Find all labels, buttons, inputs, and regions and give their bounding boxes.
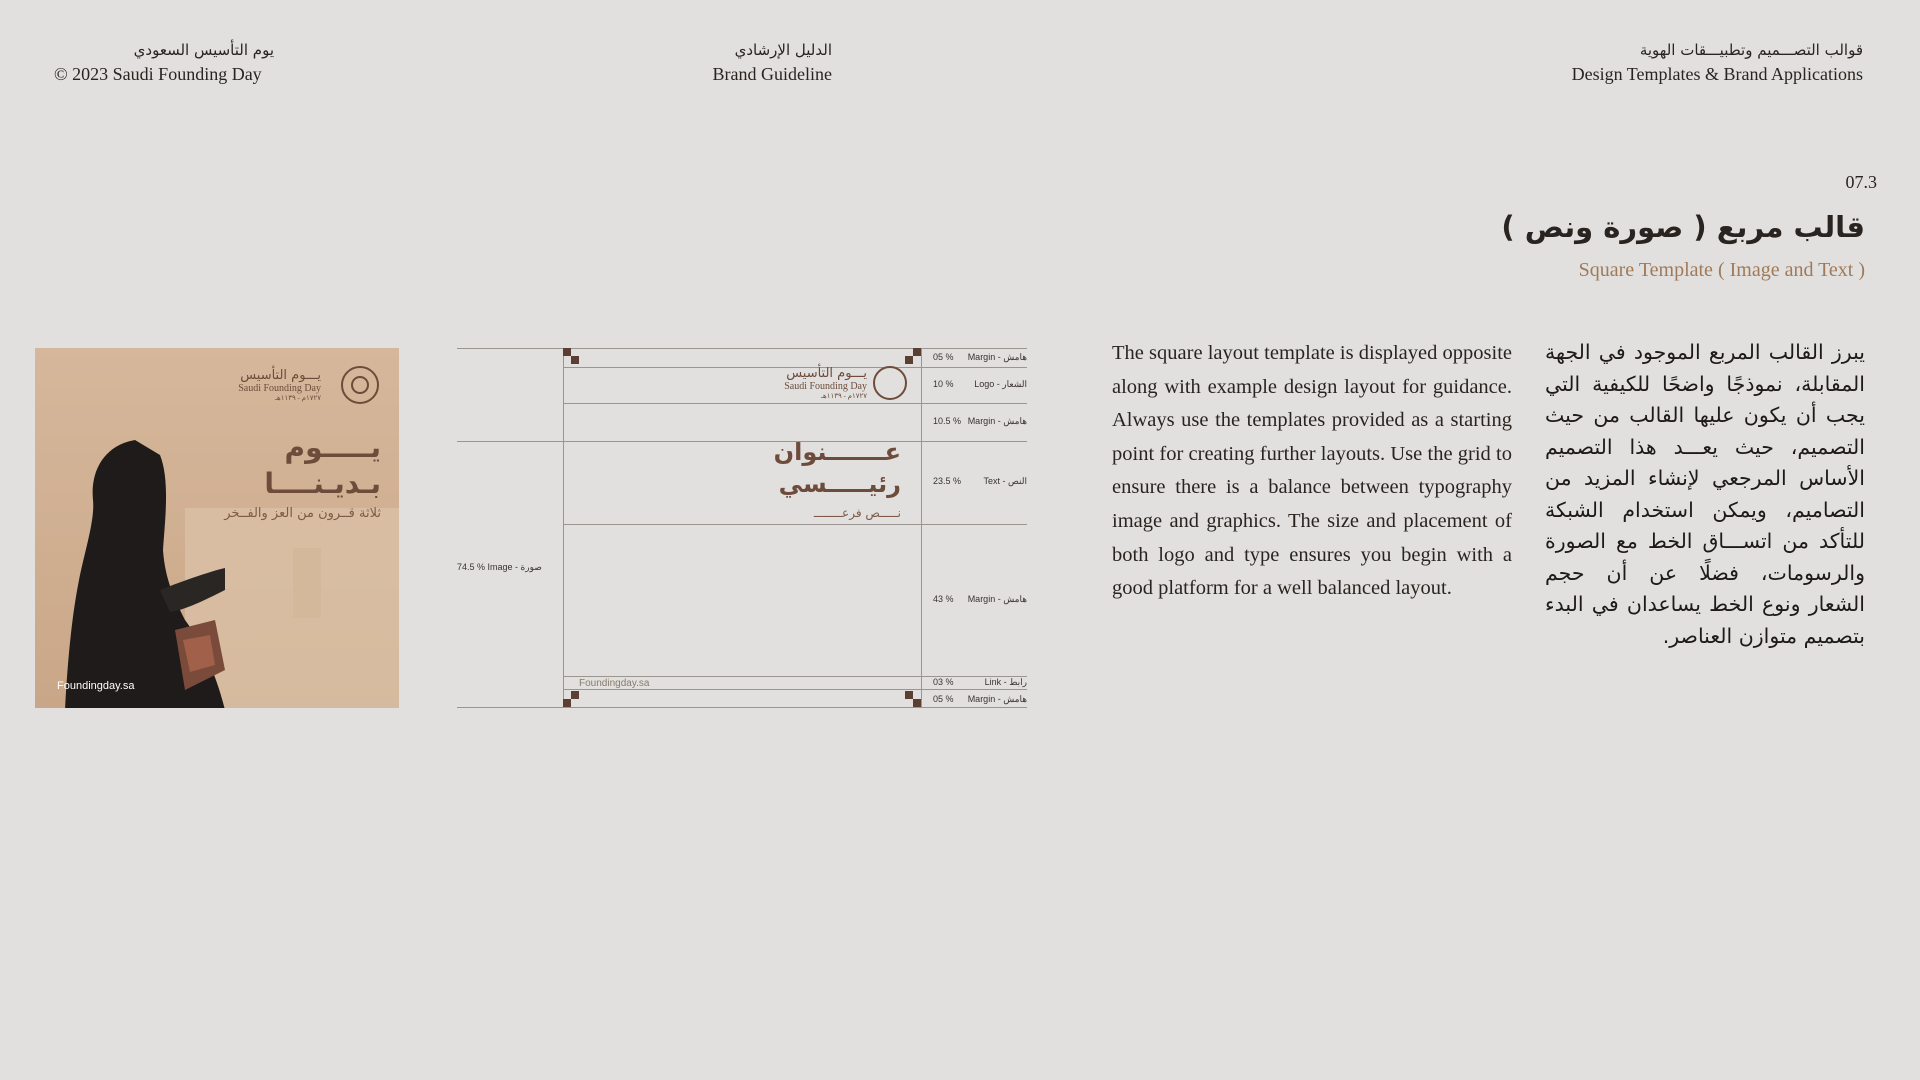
corner-marker [913, 699, 921, 707]
section-number: 07.3 [1845, 172, 1877, 192]
grid-title-line1: عـــــــنوان [773, 438, 901, 466]
header-center-en: Brand Guideline [712, 64, 832, 84]
corner-marker [905, 356, 913, 364]
header-center [690, 38, 832, 86]
header-left-en: © 2023 Saudi Founding Day [54, 64, 262, 84]
card-subtitle: ثلاثة قــرون من العز والفــخر [224, 506, 381, 521]
body-text-ar: يبرز القالب المربع الموجود في الجهة المقابلة، نموذجًا واضحًا للكيفية التي يجب أن يكون عليها القالب من حيث التصميم، حيث يعـــد هذا التصميم الأساس المرجعي لإنشاء المزيد من التصاميم، ويمكن استخدام الشبكة للتأكد من اتســـاق الخط مع الصورة والرسومات، فضلًا عن أن حجم الشعار ونوع الخط يساعدان في البدء بتصميم متوازن العناصر. [1545, 340, 1865, 648]
header-left-ar: يوم التأسيس السعودي [133, 41, 274, 59]
grid-image-label: 74.5 % Image - صورة [457, 562, 542, 572]
card-title-line2: بـديـنــــا [264, 467, 381, 500]
body-text-en: The square layout template is displayed opposite along with example design layout for guidance. Always use the templates provided as a starting point for creating further layouts. Use the grid to ensure there is a balance between typography image and graphics. The size and placement of both logo and type ensures you begin with a good platform for a well balanced layout. [1112, 342, 1512, 600]
card-title [264, 430, 381, 502]
woman-figure-illustration [65, 440, 225, 708]
example-template-image [35, 348, 399, 708]
grid-url: Foundingday.sa [579, 678, 650, 689]
grid-line-left [563, 348, 564, 708]
header-center-ar: الدليل الإرشادي [734, 41, 832, 59]
card-logo-en: Saudi Founding Day [238, 383, 321, 394]
grid-title [774, 436, 901, 500]
grid-line-top [457, 348, 1027, 349]
corner-marker [563, 699, 571, 707]
grid-line-logo [563, 403, 1027, 404]
grid-logo [784, 366, 867, 400]
grid-line-text-bottom [563, 524, 1027, 525]
card-title-line1: يـــــوم [284, 431, 381, 464]
header-right [1503, 38, 1863, 86]
corner-marker [571, 691, 579, 699]
grid-logo-ar: يـــوم التأسيس [786, 366, 867, 381]
grid-line-link-bottom [563, 689, 1027, 690]
grid-subtitle: نـــــص فرعــــــــ [813, 506, 901, 520]
emblem-icon [341, 366, 379, 404]
grid-line-bottom [457, 707, 1027, 708]
grid-logo-en: Saudi Founding Day [784, 381, 867, 392]
corner-marker [913, 348, 921, 356]
corner-marker [563, 348, 571, 356]
grid-line-link-top [563, 676, 1027, 677]
corner-marker [571, 356, 579, 364]
header-left [54, 38, 274, 86]
header-right-ar: قوالب التصـــميم وتطبيـــقات الهوية [1639, 41, 1863, 59]
card-logo-date: ١٧٢٧م - ١١٣٩هـ [274, 394, 321, 402]
card-logo-ar: يـــوم التأسيس [240, 368, 321, 383]
page-title-en: Square Template ( Image and Text ) [1578, 259, 1865, 281]
template-grid-diagram: يـــوم التأسيس Saudi Founding Day ١٧٢٧م - ١١٣٩هـ عـــــــنوان رئيـــــسي نـــــص فرعــــــــ Foundingday.sa 74.5 % Image - صورة 05 % Margin - هامش 10 % Logo - الشعار 10.5 % Margin - هامش 23.5 % Text - النص 43 % Margin - هامش 03 % Link - رابط 05 % Margin - هامش [457, 348, 1027, 708]
card-logo [238, 368, 321, 402]
header-right-en: Design Templates & Brand Applications [1571, 64, 1863, 84]
card-url: Foundingday.sa [57, 680, 135, 692]
grid-logo-date: ١٧٢٧م - ١١٣٩هـ [820, 392, 867, 400]
corner-marker [905, 691, 913, 699]
grid-title-line2: رئيـــــسي [778, 470, 901, 498]
emblem-icon [873, 366, 907, 400]
tower-shape [293, 548, 321, 618]
grid-line-text-top [457, 441, 1027, 442]
grid-line-right [921, 348, 922, 708]
page-title-ar: قالب مربع ( صورة ونص ) [1501, 210, 1865, 244]
